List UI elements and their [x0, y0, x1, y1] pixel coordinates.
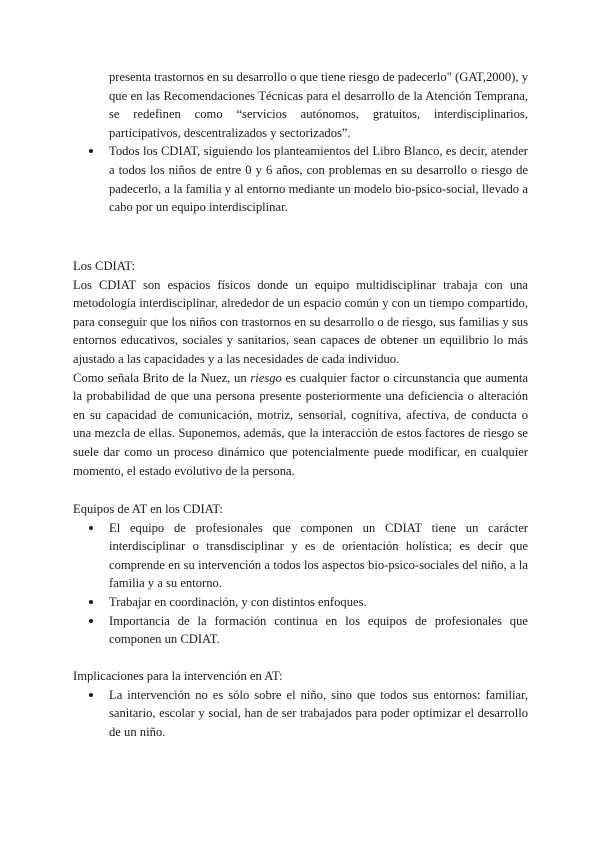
risk-text-before: Como señala Brito de la Nuez, un [73, 370, 251, 385]
list-item [73, 612, 528, 649]
section-implicaciones [73, 667, 528, 741]
section-paragraph-risk [73, 369, 528, 481]
section-heading: Equipos de AT en los CDIAT: [73, 502, 223, 516]
intro-continuation: presenta trastornos en su desarrollo o que tiene riesgo de padecerlo" (GAT,2000), y que en las Recomendaciones Técnicas para el desarrollo de la Atención Temprana, se redefinen como “servicios autónomos, gratuitos, interdisciplinarios, participativos, descentralizados y sectorizados”. [109, 70, 528, 140]
section-equipos [73, 500, 528, 649]
list-item-text: El equipo de profesionales que componen un CDIAT tiene un carácter interdisciplinar o transdisciplinar y es de orientación holística; es decir que comprende en su intervención a todos los aspectos bio-psico-sociales del niño, a la familia y a su entorno. [109, 520, 528, 591]
list-item-text: Todos los CDIAT, siguiendo los planteamientos del Libro Blanco, es decir, atender a todos los niños de entre 0 y 6 años, con problemas en su desarrollo o riesgo de padecerlo, a la familia y al entorno mediante un modelo bio-psico-social, llevado a cabo por un equipo interdisciplinar. [109, 144, 528, 215]
bullet-icon [89, 600, 93, 604]
bullet-icon [89, 693, 93, 697]
bullet-icon [89, 526, 93, 530]
equipos-list [73, 519, 528, 649]
list-item [73, 593, 528, 612]
list-item-text: La intervención no es sólo sobre el niño, sino que todos sus entornos: familiar, sanitario, escolar y social, han de ser trabajados para poder optimizar el desarrollo de un niño. [109, 687, 528, 739]
intro-block [73, 68, 528, 217]
section-heading: Implicaciones para la intervención en AT: [73, 669, 283, 683]
section-paragraph: Los CDIAT son espacios físicos donde un equipo multidisciplinar trabaja con una metodología interdisciplinar, alrededor de un espacio común y con un tiempo compartido, para conseguir que los niños con trastornos en su desarrollo o de riesgo, sus familias y sus entornos educativos, sociales y sanitarios, sean capaces de obtener un equilibrio lo más ajustado a las capacidades y a las necesidades de cada individuo. [73, 277, 528, 366]
list-item [73, 519, 528, 593]
list-item [73, 142, 528, 216]
bullet-icon [89, 149, 93, 153]
section-cdiat [73, 257, 528, 480]
bullet-icon [89, 619, 93, 623]
intro-list [73, 142, 528, 216]
risk-text-after: es cualquier factor o circunstancia que aumenta la probabilidad de que una persona presente posteriormente una deficiencia o alteración en su capacidad de comunicación, motriz, sensorial, cognitiva, afectiva, de conducta o una mezcla de ellas. Suponemos, además, que la interacción de estos factores de riesgo se suele dar como un proceso dinámico que potencialmente puede modificar, en cualquier momento, el estado evolutivo de la persona. [73, 370, 528, 478]
implicaciones-list [73, 686, 528, 742]
section-heading: Los CDIAT: [73, 259, 135, 273]
risk-term: riesgo [250, 370, 282, 385]
list-item [73, 686, 528, 742]
list-item-text: Trabajar en coordinación, y con distintos enfoques. [109, 594, 367, 609]
list-item-text: Importancia de la formación continua en los equipos de profesionales que componen un CDIAT. [109, 613, 528, 647]
